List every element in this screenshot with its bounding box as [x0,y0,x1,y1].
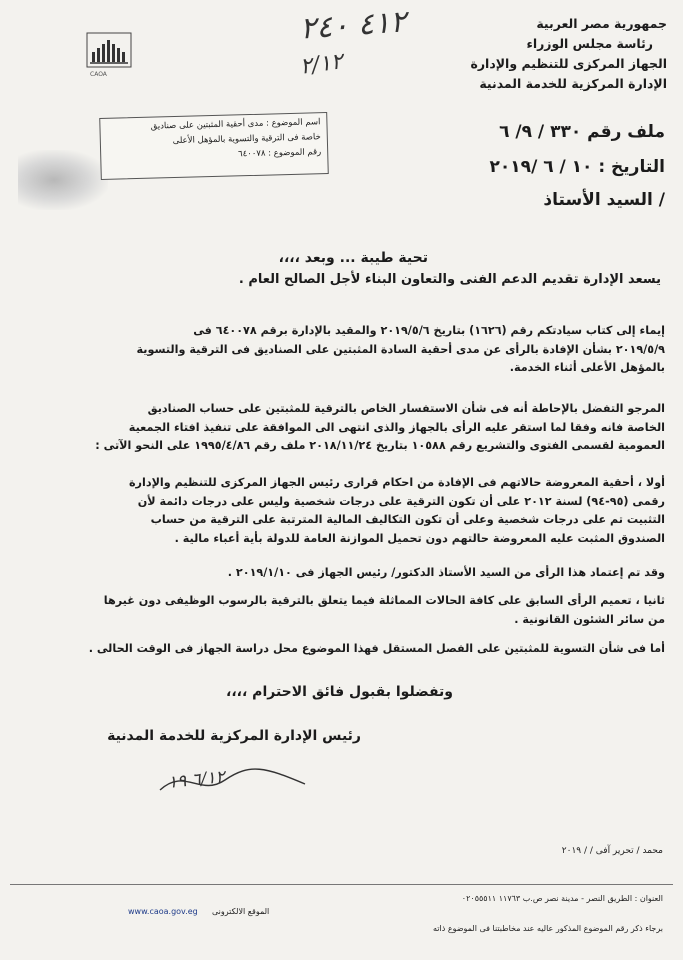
header-line-1: جمهورية مصر العربية [536,16,667,31]
p1-line-2: ٢٠١٩/٥/٩ بشأن الإفادة بالرأى عن مدى أحقية السادة المثبتين على الصناديق فى الترقية والتسوية [136,342,665,356]
paragraph-second-point [35,592,665,629]
paragraph-opinion [35,400,665,456]
p3-line-1: أولا ، أحقية المعروضة حالاتهم فى الإفادة من احكام قرارى رئيس الجهاز المركزى للتنظيم والإدارة [128,476,665,489]
p2-line-2: الخاصة فانه وفقا لما استقر عليه الرأى بالجهاز والذى انتهى الى الموافقة على تنفيذ افتاء الجمعية [128,420,665,434]
header-line-2: رئاسة مجلس الوزراء [526,36,653,51]
p1-line-3: بالمؤهل الأعلى أثناء الخدمة. [509,361,665,374]
p6-line: أما فى شأن التسوية للمثبتين على الفصل المستقل فهذا الموضوع محل دراسة الجهاز فى الوقت الحالى . [88,642,665,655]
addressee: السيد الأستاذ / [543,190,665,210]
footer-note: برجاء ذكر رقم الموضوع المذكور عاليه عند مخاطبتنا فى الموضوع ذاته [433,924,663,933]
p2-line-3: العمومية لقسمى الفتوى والتشريع رقم ١٠٥٨٨ بتاريخ ٢٠١٨/١١/٢٤ ملف رقم ١٩٩٥/٤/٨٦ على النحو الآتى : [95,439,665,452]
footer-address: العنوان : الطريق النصر - مدينة نصر ص.ب ١١٧٦٣ ٠٢٠٥٥٥١١ [461,894,663,903]
handwritten-fraction: ٢/١٢ [298,49,345,80]
handwritten-signature: ٦/١٢ ١٩ [167,767,226,793]
signatory-title: رئيس الإدارة المركزية للخدمة المدنية [107,728,361,744]
emblem-icon [86,32,132,68]
signature-scribble [155,762,315,802]
footer-website-link[interactable]: www.caoa.gov.eg [128,907,198,916]
subject-detail: خاصة فى الترقية والتسوية بالمؤهل الأعلى [172,132,321,147]
subject-stamp [99,112,329,180]
handwritten-number: ٤١٢ ٢٤٠ [298,4,408,47]
p4-line: وقد تم إعتماد هذا الرأى من السيد الأستاذ الدكتور/ رئيس الجهاز فى ٢٠١٩/١/١٠ . [227,566,665,579]
subject-name: اسم الموضوع : مدى أحقية المثبتين على صناديق [150,117,321,132]
footer-website-label: الموقع الالكترونى [212,907,270,916]
p5-line-1: ثانيا ، تعميم الرأى السابق على كافة الحالات المماثلة فيما يتعلق بالترقية بالرسوب الوظيفى دون غيرها [103,594,665,607]
subject-number: رقم الموضوع : ٦٤٠٠٧٨ [237,147,322,160]
paragraph-settlement [35,640,665,659]
salutation: تحية طيبة ... وبعد ،،،، [278,250,428,266]
closing-line: وتفضلوا بقبول فائق الاحترام ،،،، [226,684,453,700]
p3-line-3: التثبيت تم على درجات شخصية وعلى أن تكون التكاليف المالية المترتبة على الترقية من حساب [150,513,665,526]
header-line-3: الجهاز المركزى للتنظيم والإدارة [470,56,667,71]
header-line-4: الإدارة المركزية للخدمة المدنية [479,76,667,91]
p3-line-4: الصندوق المثبت عليه المعروضة حالتهم دون تحميل الموازنة العامة للدولة بأية أعباء مالية . [174,531,665,545]
p3-line-2: رقمى (٩٥-٩٤) لسنة ٢٠١٢ على أن تكون الترقية على درجات شخصية وليس على درجات دائمة لأن [137,494,665,508]
logo-caption: CAOA [90,71,107,78]
file-number: ملف رقم ٣٣٠ / ٩/ ٦ [499,122,665,142]
paragraph-approval [35,564,665,583]
p2-line-1: المرجو التفضل بالإحاطة أنه فى شأن الاستفسار الخاص بالترقية للمثبتين على حساب الصناديق [147,402,665,415]
paragraph-first-point [35,474,665,548]
paragraph-reference [35,322,665,378]
footer-divider [10,884,673,885]
p5-line-2: من سائر الشئون القانونية . [514,612,665,626]
intro-line: يسعد الإدارة تقديم الدعم الفنى والتعاون البناء لأجل الصالح العام . [238,272,661,287]
p1-line-1: إيماء إلى كتاب سيادتكم رقم (١٦٢٦) بتاريخ ٢٠١٩/٥/٦ والمقيد بالإدارة برقم ٦٤٠٠٧٨ فى [193,324,665,337]
preparer-line: محمد / تحرير آفى / / ٢٠١٩ [561,846,663,856]
document-date: التاريخ : ١٠ / ٦ /٢٠١٩ [489,157,665,177]
scan-smudge [18,150,108,210]
